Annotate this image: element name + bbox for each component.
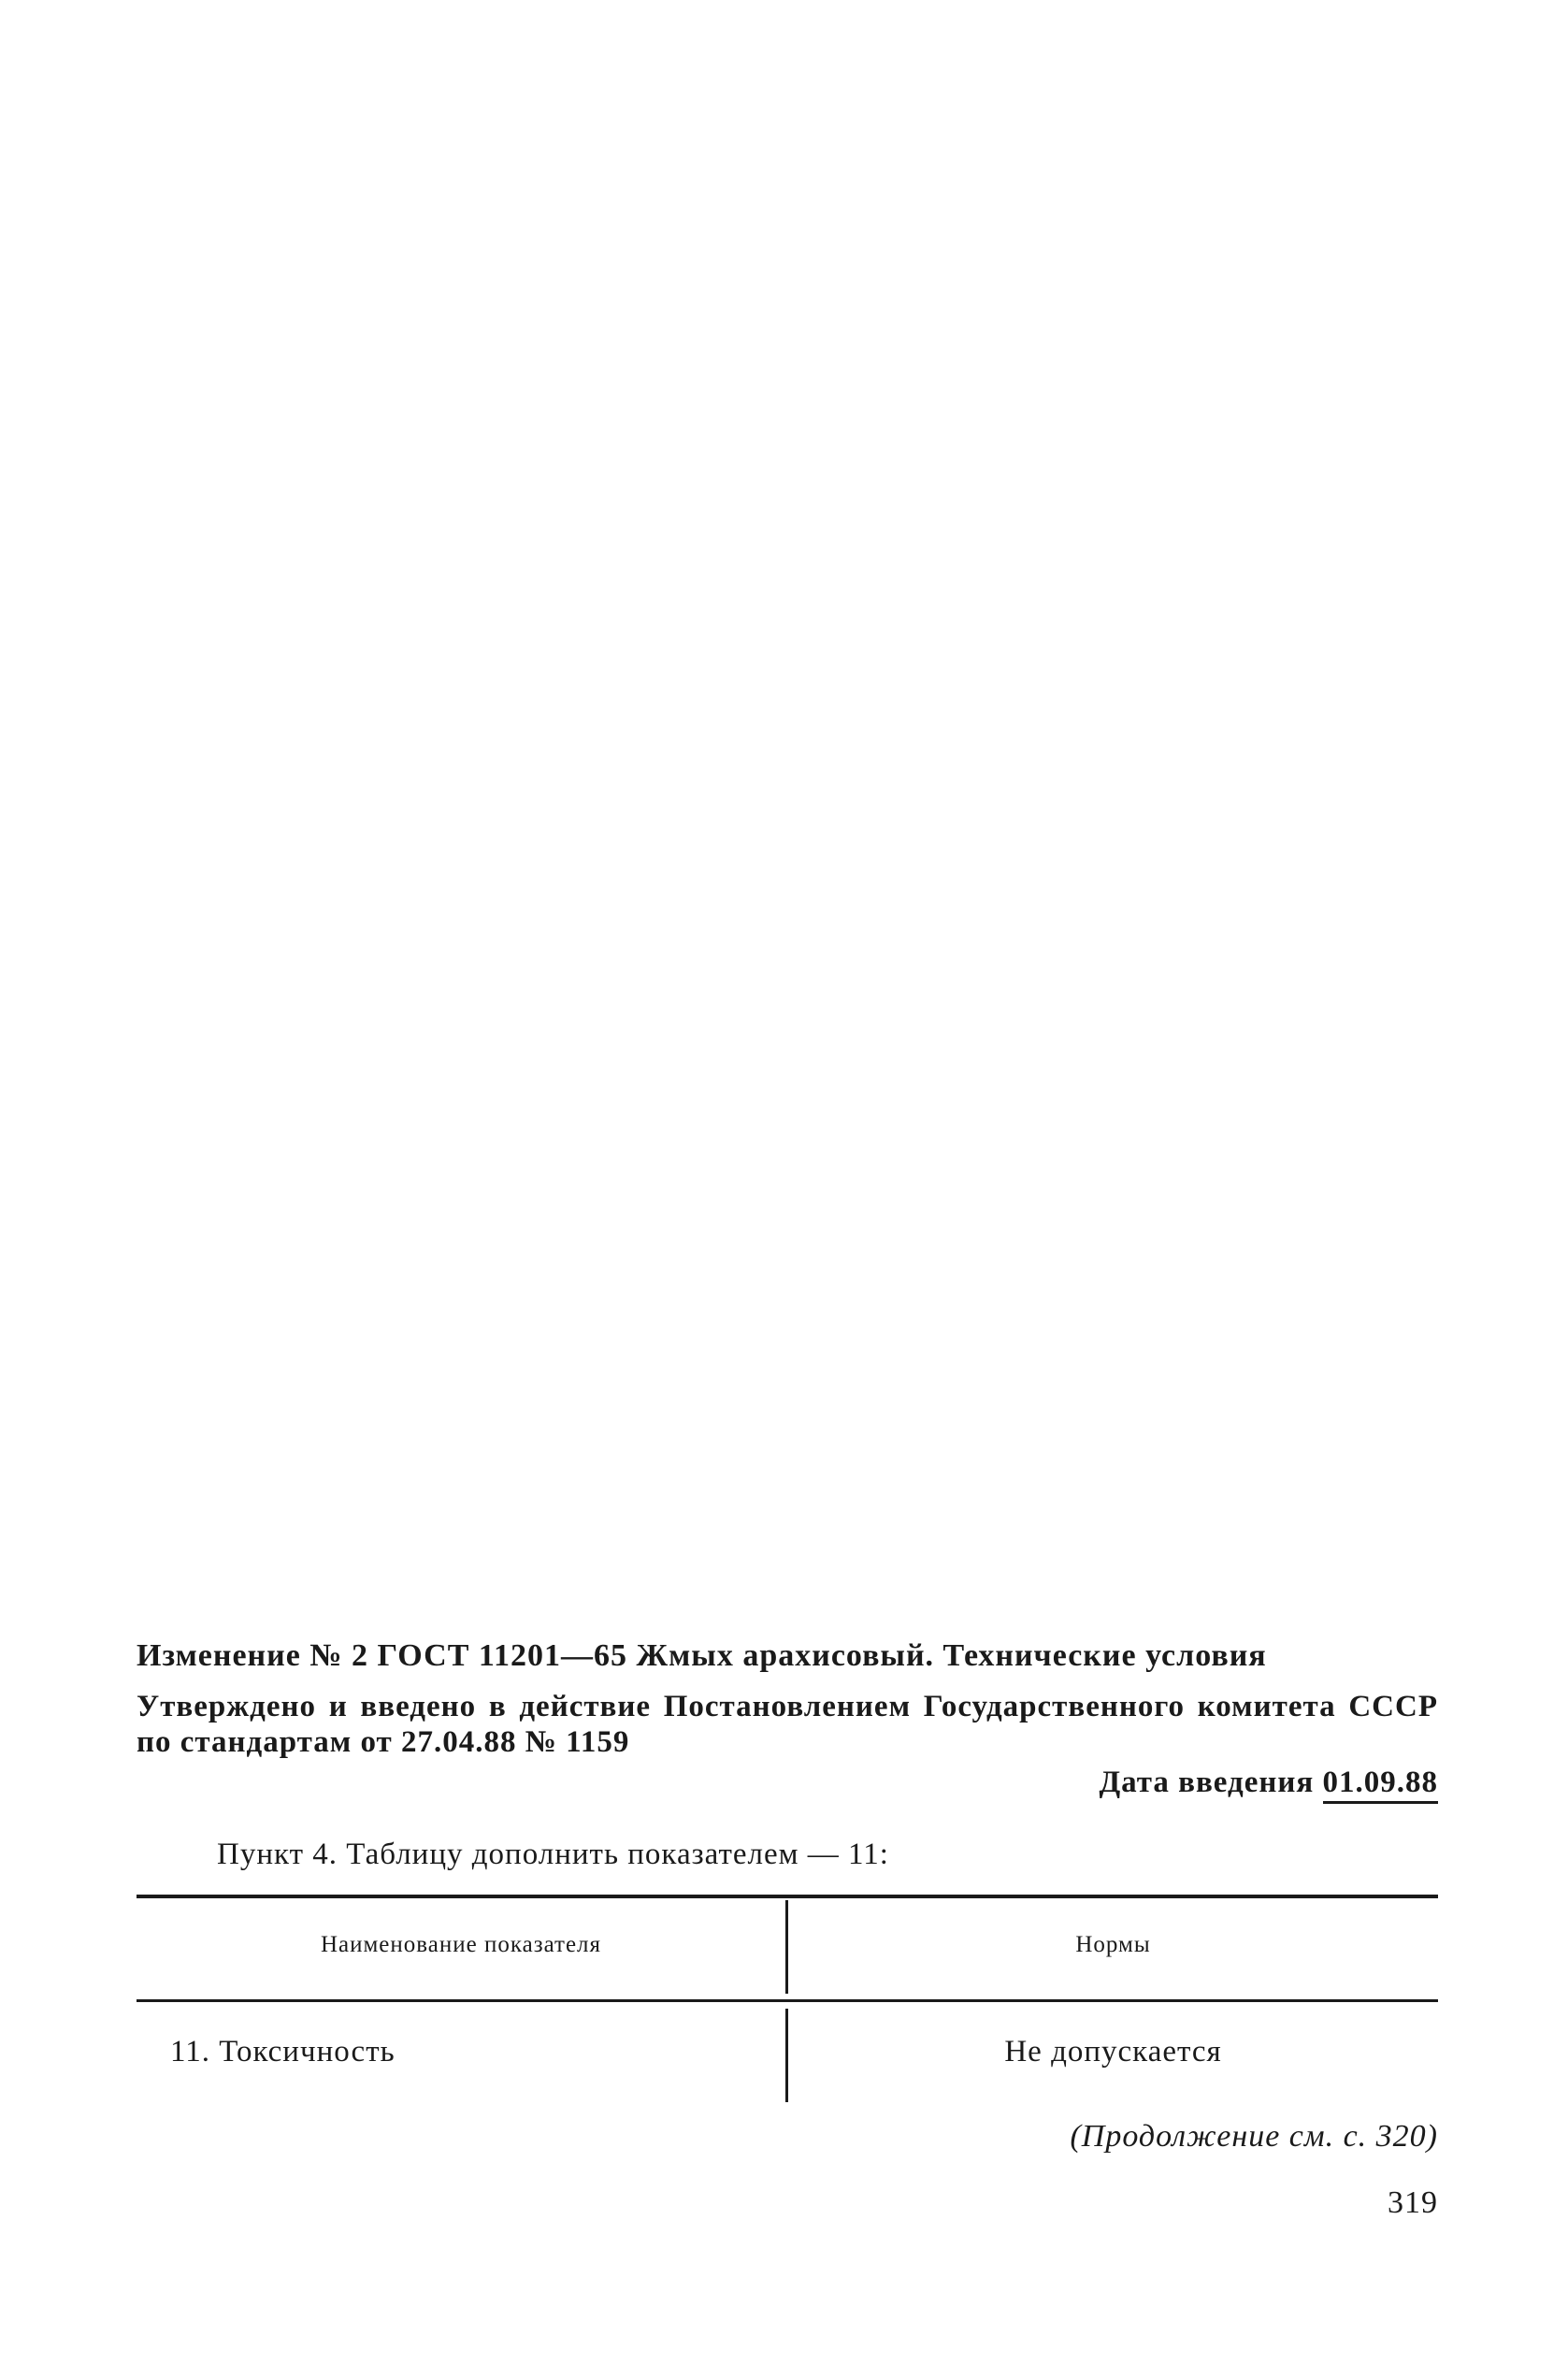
table-header-name: Наименование показателя bbox=[320, 1932, 602, 1957]
effective-date-label: Дата введения bbox=[1099, 1766, 1315, 1799]
table-cell-norm: Не допускается bbox=[1004, 2035, 1222, 2068]
table-header-norms: Нормы bbox=[1075, 1932, 1151, 1957]
table-header-rule bbox=[137, 1999, 1438, 2002]
amendment-title: Изменение № 2 ГОСТ 11201—65 Жмых арахисовый. Технические условия bbox=[137, 1638, 1267, 1673]
continuation-note: (Продолжение см. с. 320) bbox=[1070, 2119, 1438, 2154]
approval-statement: Утверждено и введено в действие Постановлением Государственного комитета СССР по стандартам от 27.04.88 № 1159 bbox=[137, 1690, 1438, 1759]
table-cell-indicator: 11. Токсичность bbox=[170, 2035, 396, 2068]
table-top-rule bbox=[137, 1895, 1438, 1898]
effective-date-value: 01.09.88 bbox=[1323, 1766, 1439, 1804]
page-number: 319 bbox=[1388, 2185, 1438, 2220]
effective-date bbox=[1099, 1766, 1438, 1800]
intro-paragraph: Пункт 4. Таблицу дополнить показателем — 11: bbox=[217, 1838, 889, 1871]
